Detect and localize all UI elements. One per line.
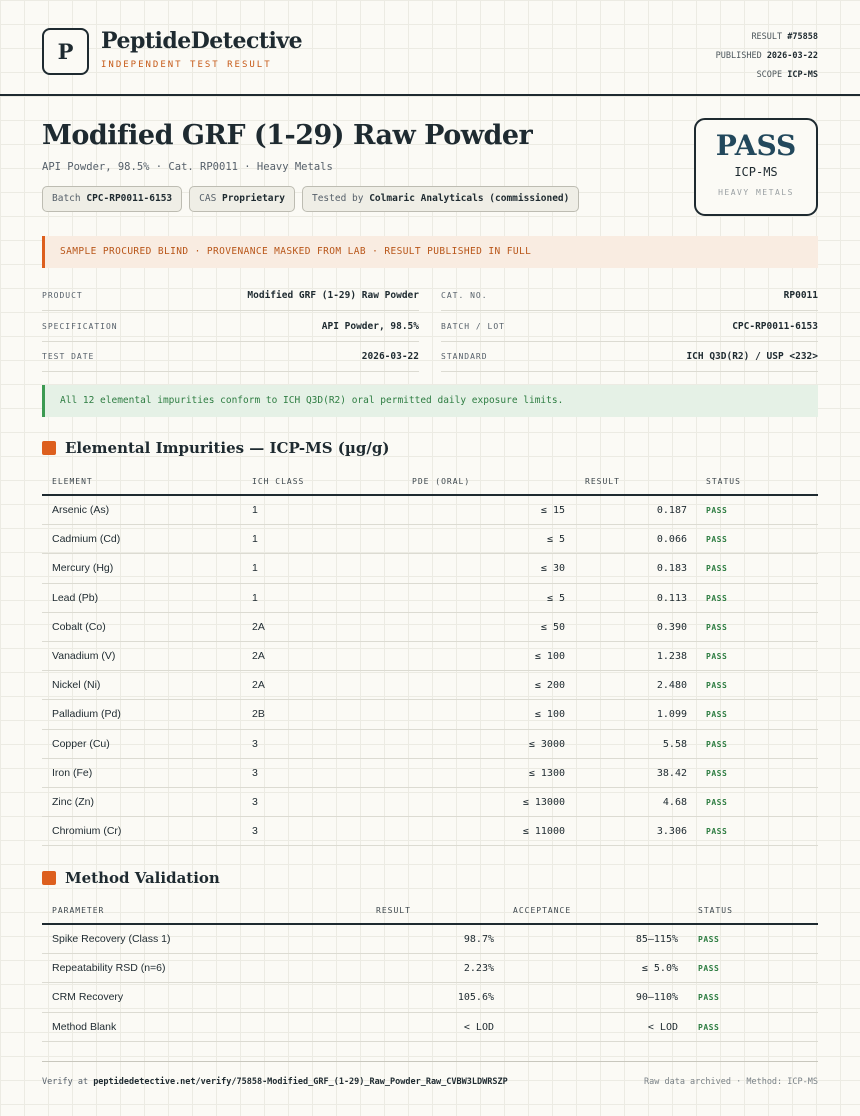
table-row <box>42 496 818 525</box>
cell-ich-class: 1 <box>252 533 258 546</box>
chip-label: CAS <box>199 193 217 204</box>
cell-status: PASS <box>706 622 728 632</box>
col-header-result: RESULT <box>585 477 620 486</box>
cell-parameter: Spike Recovery (Class 1) <box>52 933 171 945</box>
cell-result: 98.7% <box>463 934 494 945</box>
cell-ich-class: 2A <box>252 649 265 662</box>
table-row <box>42 759 818 788</box>
cell-pde: ≤ 15 <box>540 505 565 516</box>
conformance-notice: All 12 elemental impurities conform to ICH Q3D(R2) oral permitted daily exposure limits. <box>42 385 818 417</box>
cell-ich-class: 3 <box>252 766 258 779</box>
cell-result: 4.68 <box>662 796 687 808</box>
cell-element: Vanadium (V) <box>52 649 116 662</box>
footer-divider <box>42 1061 818 1062</box>
scope-label: SCOPE <box>756 70 783 80</box>
table-row <box>42 613 818 642</box>
verdict-method: ICP-MS <box>734 165 778 179</box>
cell-result: 0.113 <box>656 592 687 604</box>
col-header-ich-class: ICH CLASS <box>252 477 305 486</box>
cell-element: Zinc (Zn) <box>52 795 94 808</box>
verdict-stamp <box>694 118 818 216</box>
table-body <box>42 925 818 1042</box>
cell-result: 3.306 <box>656 826 687 838</box>
cell-pde: ≤ 5 <box>546 592 565 604</box>
cell-element: Chromium (Cr) <box>52 825 122 838</box>
brand-tagline: INDEPENDENT TEST RESULT <box>101 60 272 70</box>
cell-result: 1.238 <box>656 650 687 662</box>
verify-label: Verify at <box>42 1077 89 1087</box>
cell-pde: ≤ 11000 <box>522 826 565 838</box>
cell-parameter: CRM Recovery <box>52 991 124 1004</box>
cell-ich-class: 2A <box>252 679 265 692</box>
cell-ich-class: 3 <box>252 825 258 838</box>
cell-result: 38.42 <box>656 767 687 779</box>
cell-acceptance: 85–115% <box>635 934 678 945</box>
cell-status: PASS <box>706 827 728 837</box>
section-marker-icon <box>42 441 56 455</box>
validation-table <box>42 895 818 1042</box>
cell-status: PASS <box>706 506 728 515</box>
cell-ich-class: 2B <box>252 708 265 721</box>
info-label: PRODUCT <box>42 291 83 300</box>
cell-ich-class: 3 <box>252 737 258 750</box>
cell-result: 2.23% <box>463 963 494 975</box>
cell-pde: ≤ 200 <box>534 680 565 692</box>
info-row-cat-no <box>441 281 818 311</box>
brand-name: PeptideDetective <box>101 28 303 54</box>
report-header <box>42 28 818 80</box>
chip-label: Tested by <box>311 193 364 204</box>
cell-ich-class: 2A <box>252 620 265 633</box>
info-row-batch-lot <box>441 312 818 342</box>
brand-logo: P <box>42 28 89 75</box>
info-row-test-date <box>42 342 419 372</box>
table-header <box>42 895 818 925</box>
col-header-acceptance: ACCEPTANCE <box>513 906 572 915</box>
header-divider <box>0 94 860 96</box>
col-header-status: STATUS <box>698 906 733 915</box>
procurement-notice: SAMPLE PROCURED BLIND · PROVENANCE MASKED FROM LAB · RESULT PUBLISHED IN FULL <box>42 236 818 268</box>
cell-result: 105.6% <box>457 992 494 1004</box>
result-label: RESULT <box>751 32 783 42</box>
info-row-standard <box>441 342 818 372</box>
table-row <box>42 525 818 554</box>
chip-value: Proprietary <box>222 193 285 204</box>
cell-pde: ≤ 100 <box>534 650 565 662</box>
scope-value: ICP-MS <box>787 70 818 80</box>
cell-pde: ≤ 1300 <box>528 767 565 779</box>
table-row <box>42 983 818 1012</box>
validation-section-header <box>42 869 220 887</box>
info-row-product <box>42 281 419 311</box>
cell-pde: ≤ 5 <box>546 534 565 546</box>
table-row <box>42 730 818 759</box>
table-row <box>42 954 818 983</box>
cell-pde: ≤ 30 <box>540 563 565 575</box>
col-header-parameter: PARAMETER <box>52 906 105 915</box>
cell-status: PASS <box>706 651 728 661</box>
col-header-pde: PDE (ORAL) <box>412 477 471 486</box>
cell-element: Copper (Cu) <box>52 737 110 750</box>
table-header <box>42 466 818 496</box>
tested-by-chip <box>302 186 579 212</box>
report-meta <box>716 28 818 85</box>
page-subtitle: API Powder, 98.5% · Cat. RP0011 · Heavy Metals <box>42 161 333 173</box>
section-title: Method Validation <box>65 869 220 887</box>
chip-value: CPC-RP0011-6153 <box>86 193 173 204</box>
cell-acceptance: 90–110% <box>635 992 678 1004</box>
cell-acceptance: ≤ 5.0% <box>641 963 678 975</box>
chip-value: Colmaric Analyticals (commissioned) <box>369 193 570 204</box>
info-value: API Powder, 98.5% <box>321 321 419 332</box>
batch-chip <box>42 186 182 212</box>
chip-label: Batch <box>52 193 81 204</box>
result-number: #75858 <box>787 32 818 42</box>
table-row <box>42 642 818 671</box>
cell-ich-class: 1 <box>252 591 258 604</box>
verdict-scope: HEAVY METALS <box>718 188 794 197</box>
info-value: RP0011 <box>783 290 818 301</box>
impurities-section-header <box>42 439 389 457</box>
cell-status: PASS <box>706 681 728 691</box>
published-label: PUBLISHED <box>715 51 762 61</box>
section-marker-icon <box>42 871 56 885</box>
cell-status: PASS <box>706 768 728 778</box>
section-title: Elemental Impurities — ICP-MS (µg/g) <box>65 439 390 457</box>
info-label: SPECIFICATION <box>42 322 118 331</box>
cell-status: PASS <box>698 964 720 974</box>
cas-chip <box>189 186 295 212</box>
cell-pde: ≤ 50 <box>540 621 565 633</box>
cell-ich-class: 1 <box>252 504 258 516</box>
cell-ich-class: 1 <box>252 562 258 575</box>
table-row <box>42 817 818 846</box>
cell-result: 0.390 <box>656 621 687 633</box>
cell-result: 0.187 <box>656 505 687 516</box>
cell-element: Cobalt (Co) <box>52 620 106 633</box>
info-label: CAT. NO. <box>441 291 488 300</box>
verdict-word: PASS <box>715 129 797 162</box>
cell-pde: ≤ 13000 <box>522 796 565 808</box>
info-value: Modified GRF (1-29) Raw Powder <box>247 290 419 301</box>
impurities-table <box>42 466 818 846</box>
cell-parameter: Method Blank <box>52 1020 117 1033</box>
col-header-status: STATUS <box>706 477 741 486</box>
cell-result: 5.58 <box>662 738 687 750</box>
footer-note: Raw data archived · Method: ICP-MS <box>644 1077 818 1087</box>
cell-status: PASS <box>698 1022 720 1032</box>
cell-status: PASS <box>698 993 720 1003</box>
chip-row <box>42 186 579 212</box>
info-value: 2026-03-22 <box>361 351 419 362</box>
info-label: BATCH / LOT <box>441 322 505 331</box>
table-row <box>42 584 818 613</box>
cell-acceptance: < LOD <box>647 1021 678 1033</box>
cell-element: Iron (Fe) <box>52 766 93 779</box>
table-row <box>42 700 818 729</box>
info-value: ICH Q3D(R2) / USP <232> <box>686 351 818 362</box>
cell-element: Nickel (Ni) <box>52 679 101 692</box>
cell-ich-class: 3 <box>252 795 258 808</box>
info-row-specification <box>42 312 419 342</box>
cell-parameter: Repeatability RSD (n=6) <box>52 962 166 975</box>
cell-status: PASS <box>706 797 728 807</box>
cell-status: PASS <box>706 710 728 720</box>
page-title: Modified GRF (1-29) Raw Powder <box>42 120 533 151</box>
verify-line <box>42 1077 508 1087</box>
table-row <box>42 925 818 954</box>
cell-pde: ≤ 3000 <box>528 738 565 750</box>
info-label: STANDARD <box>441 352 488 361</box>
info-label: TEST DATE <box>42 352 95 361</box>
col-header-result: RESULT <box>376 906 411 915</box>
cell-element: Cadmium (Cd) <box>52 533 121 546</box>
cell-status: PASS <box>698 935 720 944</box>
cell-result: < LOD <box>463 1021 494 1033</box>
cell-status: PASS <box>706 564 728 574</box>
table-body <box>42 496 818 846</box>
cell-status: PASS <box>706 593 728 603</box>
table-row <box>42 554 818 583</box>
cell-status: PASS <box>706 739 728 749</box>
info-value: CPC-RP0011-6153 <box>732 321 818 332</box>
table-row <box>42 671 818 700</box>
cell-result: 0.066 <box>656 534 687 546</box>
cell-result: 1.099 <box>656 709 687 721</box>
cell-element: Lead (Pb) <box>52 591 99 604</box>
table-row <box>42 1013 818 1042</box>
cell-status: PASS <box>706 535 728 545</box>
cell-element: Palladium (Pd) <box>52 708 121 721</box>
cell-element: Arsenic (As) <box>52 504 110 516</box>
verify-link[interactable]: peptidedetective.net/verify/75858-Modified_GRF_(1-29)_Raw_Powder_Raw_CVBW3LDWRSZP <box>93 1077 508 1087</box>
table-row <box>42 788 818 817</box>
published-date: 2026-03-22 <box>766 51 818 61</box>
cell-result: 2.480 <box>656 680 687 692</box>
cell-element: Mercury (Hg) <box>52 562 114 575</box>
cell-pde: ≤ 100 <box>534 709 565 721</box>
col-header-element: ELEMENT <box>52 477 93 486</box>
cell-result: 0.183 <box>656 563 687 575</box>
